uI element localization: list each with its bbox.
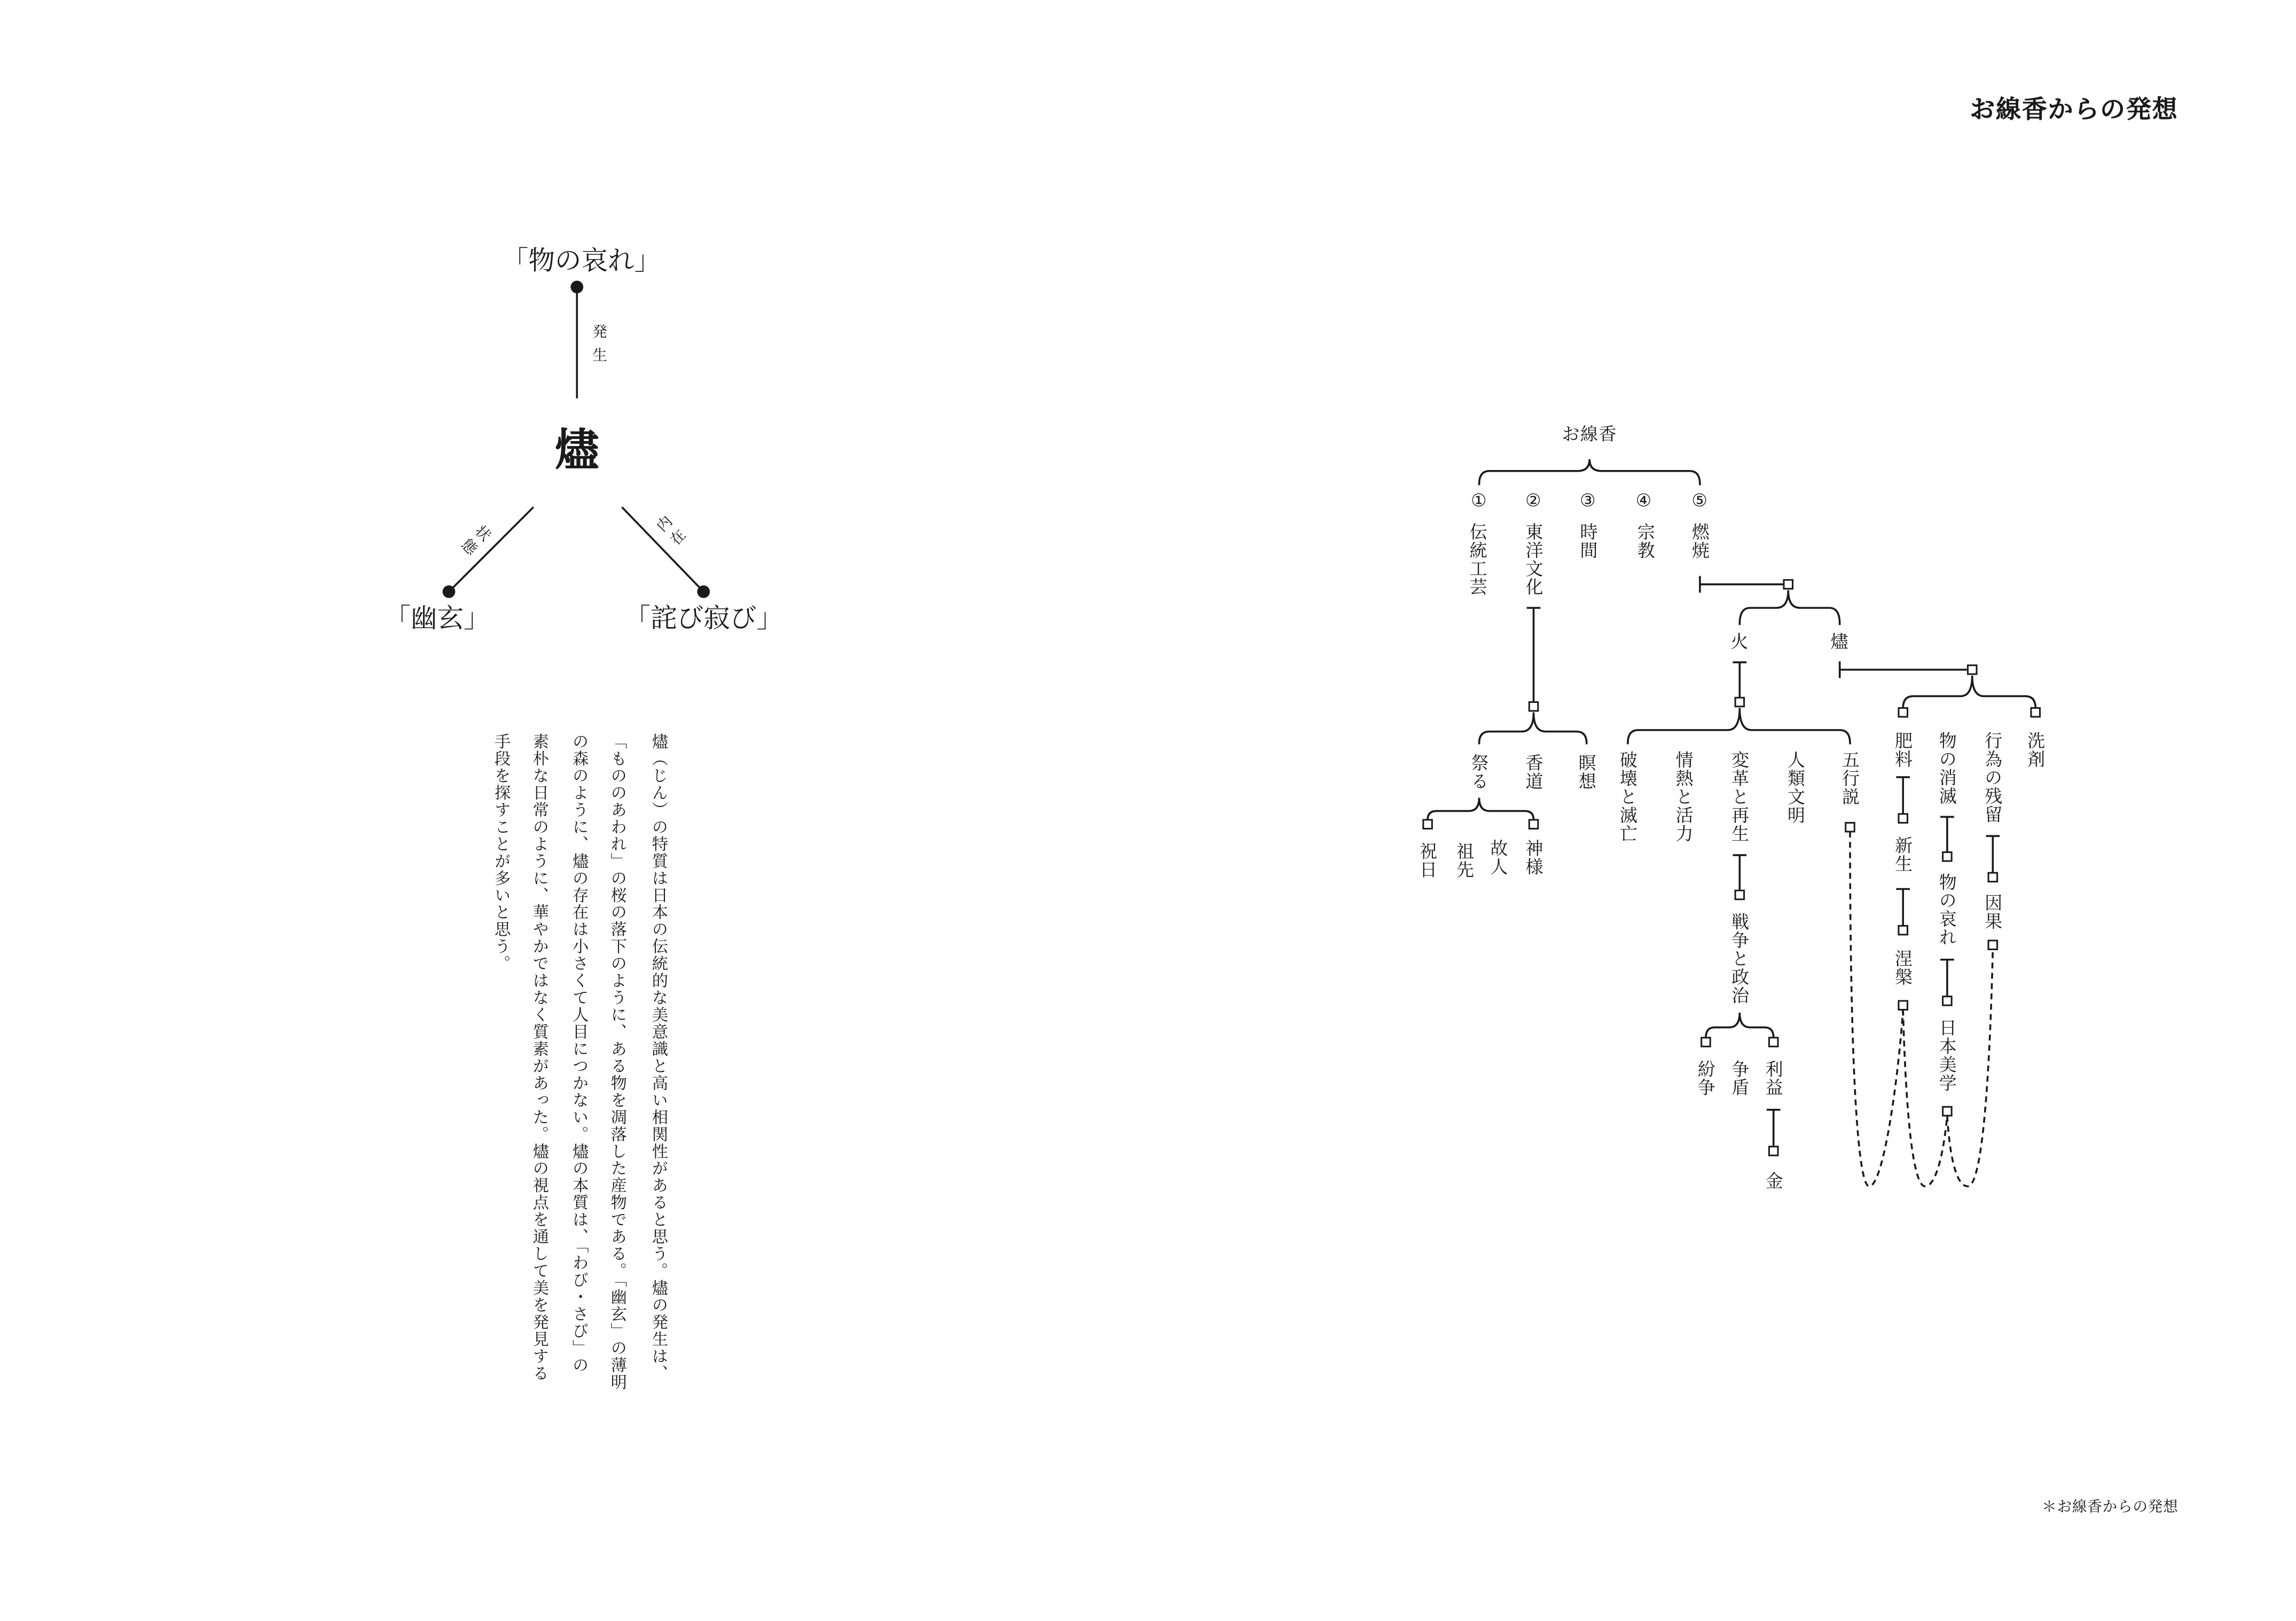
branch-label: 時間 <box>1578 522 1598 560</box>
tree-node: 祝日 <box>1417 842 1438 879</box>
branch-number: ② <box>1525 490 1542 511</box>
essay-column: 「もののあわれ」の桜の落下のように、ある物を凋落した産物である。「幽玄」の薄明 <box>608 733 628 1391</box>
connector-combustion <box>1700 577 1784 592</box>
brace-eastern-culture <box>1479 712 1587 743</box>
tree-node: 涅槃 <box>1892 949 1914 986</box>
tree-node: 変革と再生 <box>1729 750 1750 843</box>
footnote: ＊お線香からの発想 <box>2042 1500 2179 1516</box>
tree-node: 物の消滅 <box>1937 731 1958 805</box>
relation-label-left: 状態 <box>453 520 492 559</box>
brace-worship <box>1428 798 1533 820</box>
branch-label: 伝統工芸 <box>1467 522 1488 597</box>
node-square <box>1784 580 1793 589</box>
connector-disappearance <box>1941 817 1953 852</box>
tree-node: 日本美学 <box>1937 1018 1958 1092</box>
connector-residue <box>1987 836 1999 873</box>
brace-root <box>1479 459 1700 484</box>
branch-number: ③ <box>1579 490 1596 511</box>
tree-root: お線香 <box>1562 424 1617 445</box>
concept-left-label: 「幽玄」 <box>384 603 490 635</box>
connector-rebirth <box>1897 889 1909 926</box>
node-square <box>1846 823 1855 832</box>
tree-node: 行為の残留 <box>1982 731 2003 824</box>
brace-combustion <box>1739 590 1839 624</box>
node-square <box>1988 941 1997 950</box>
tree-node: 祭る <box>1469 753 1490 790</box>
tree-node: 瞑想 <box>1576 753 1597 790</box>
tree-node: 争盾 <box>1729 1060 1750 1097</box>
concept-top-label: 「物の哀れ」 <box>501 246 661 277</box>
tree-node: 洗剤 <box>2025 731 2046 769</box>
node-square <box>1899 926 1908 935</box>
essay-column: 手段を探すことが多いと思う。 <box>492 733 512 972</box>
connector-profit <box>1768 1110 1780 1147</box>
essay-column: 燼（じん）の特質は日本の伝統的な美意識と高い相関性があると思う。燼の発生は、 <box>649 733 669 1382</box>
essay-column: 素朴な日常のように、華やかではなく質素があった。燼の視点を通して美を発見する <box>530 733 550 1382</box>
branch-number: ⑤ <box>1691 490 1709 511</box>
node-square <box>1968 665 1977 675</box>
node-dot-top <box>570 281 583 294</box>
node-square <box>1735 890 1744 899</box>
tree-node: 因果 <box>1982 893 2003 930</box>
node-square <box>1943 997 1952 1006</box>
branch-label: 宗教 <box>1635 522 1656 560</box>
connector-eastern-culture <box>1527 608 1539 702</box>
tree-node: 祖先 <box>1454 842 1475 879</box>
tree-node: 利益 <box>1763 1060 1784 1097</box>
concept-right-label: 「詫び寂び」 <box>624 603 783 635</box>
tree-node: 物の哀れ <box>1937 873 1958 946</box>
brace-ember <box>1903 676 2035 708</box>
tree-node-ember: 燼 <box>1830 631 1849 652</box>
branch-number: ④ <box>1635 490 1652 511</box>
connector-fire <box>1734 662 1745 698</box>
brace-war-politics <box>1706 1013 1774 1038</box>
branch-label: 東洋文化 <box>1523 522 1544 597</box>
tree-node: 香道 <box>1523 753 1544 790</box>
node-square <box>1529 820 1538 829</box>
tree-node: 情熱と活力 <box>1673 750 1694 843</box>
node-square <box>2031 708 2040 717</box>
node-dot-right <box>697 585 710 598</box>
node-square <box>1702 1038 1711 1047</box>
tree-node: 紛争 <box>1695 1060 1717 1097</box>
brace-fire <box>1628 708 1850 743</box>
tree-node: 戦争と政治 <box>1729 912 1750 1005</box>
node-square <box>1423 820 1432 829</box>
center-kanji: 燼 <box>554 425 599 477</box>
node-square <box>1899 708 1908 717</box>
connector-ember <box>1840 662 1968 677</box>
tree-node: 破壊と滅亡 <box>1617 750 1639 843</box>
tree-node: 金 <box>1763 1171 1784 1191</box>
node-square <box>1769 1147 1778 1156</box>
node-square <box>1899 1001 1908 1010</box>
branch-label: 燃焼 <box>1689 522 1711 560</box>
node-square <box>1943 852 1952 862</box>
relation-label-top: 発生 <box>589 324 605 371</box>
essay-column: の森のように、燼の存在は小さくて人目につかない。燼の本質は、「わび・さび」の <box>570 733 590 1374</box>
tree-node: 肥料 <box>1892 731 1914 769</box>
node-square <box>1529 702 1538 711</box>
tree-node: 神様 <box>1523 839 1544 876</box>
node-square <box>1943 1107 1952 1116</box>
tree-node: 人類文明 <box>1785 750 1806 825</box>
dashed-link <box>1850 832 1903 1186</box>
connector-fertilizer <box>1897 777 1909 814</box>
branch-number: ① <box>1471 490 1488 511</box>
node-dot-left <box>443 585 456 598</box>
page-title: お線香からの発想 <box>1970 96 2179 126</box>
relation-label-right: 内在 <box>651 514 689 553</box>
tree-node: 新生 <box>1892 836 1914 873</box>
tree-node-fire: 火 <box>1730 631 1749 652</box>
connector-mono-no-aware <box>1941 960 1953 997</box>
node-square <box>1769 1038 1778 1047</box>
connector-transformation <box>1734 855 1745 890</box>
tree-node: 五行説 <box>1839 750 1861 806</box>
node-square <box>1735 698 1744 707</box>
node-square <box>1988 873 1997 882</box>
node-square <box>1899 814 1908 823</box>
tree-node: 故人 <box>1488 839 1509 876</box>
